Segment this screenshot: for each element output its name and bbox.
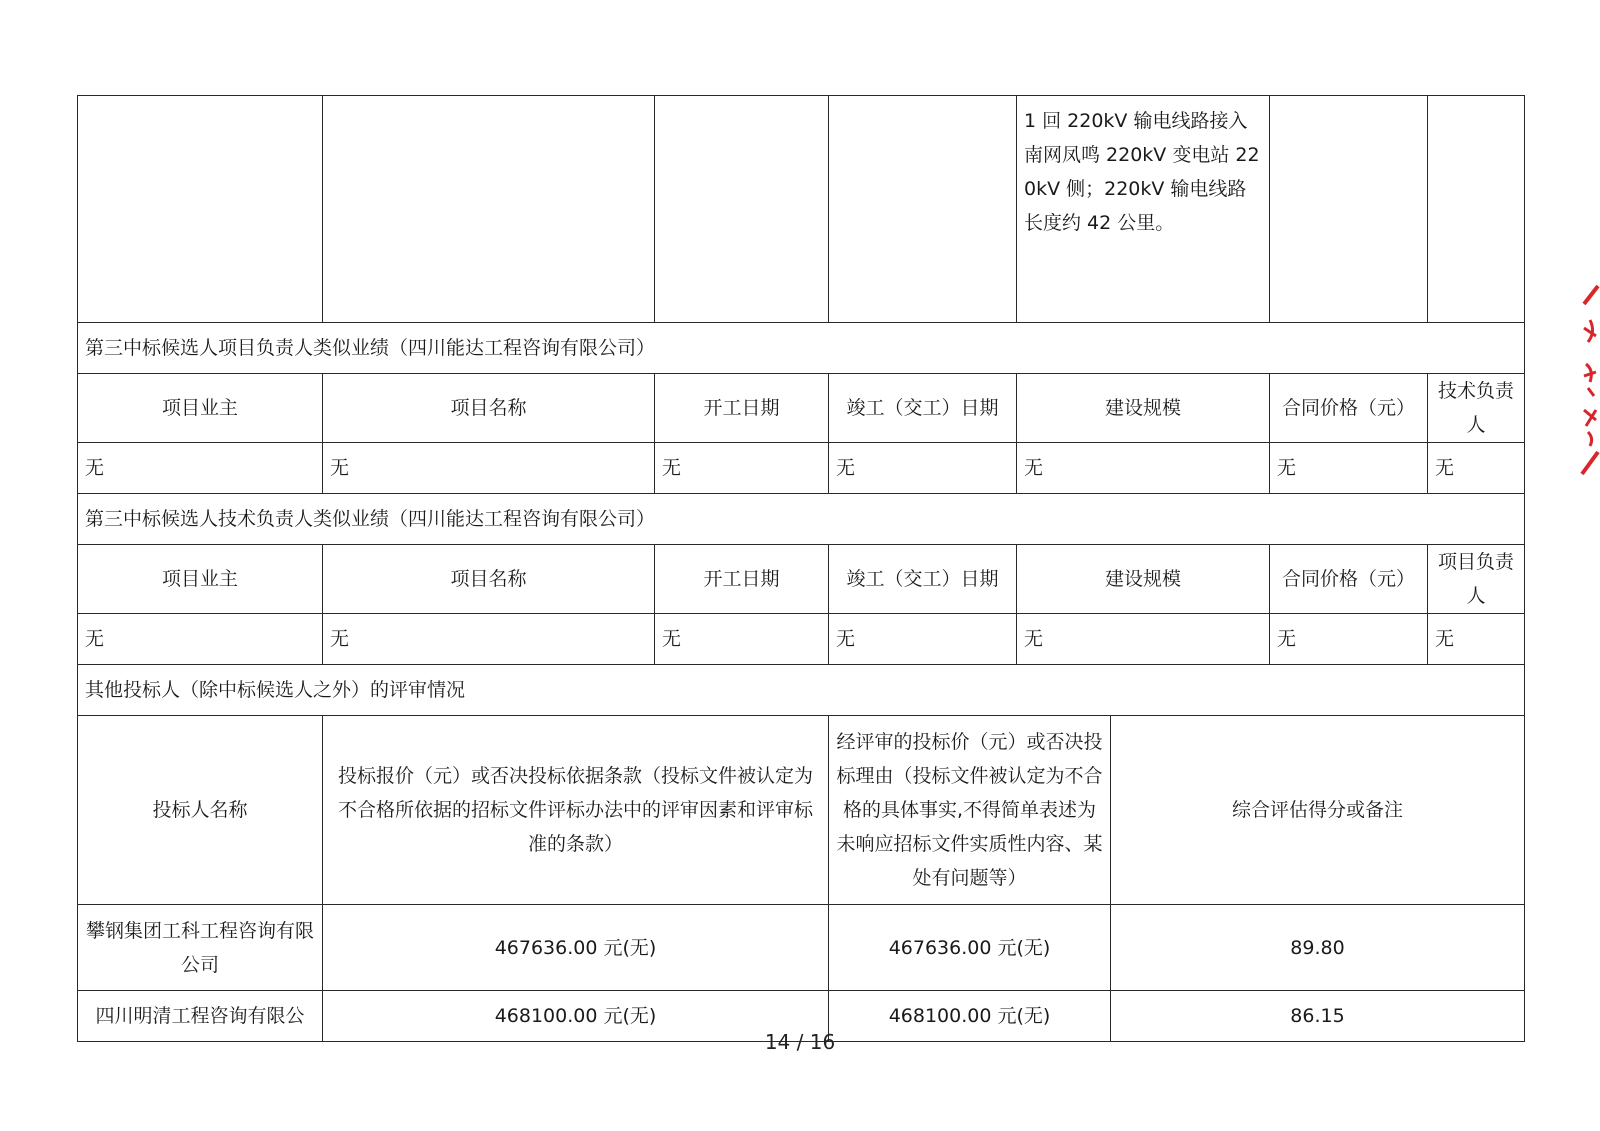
score: 89.80 (1111, 905, 1525, 991)
section-title-row (78, 494, 1525, 545)
header-evaluated-price: 经评审的投标价（元）或否决投标理由（投标文件被认定为不合格的具体事实,不得简单表述为未响应招标文件实质性内容、某处有问题等） (829, 716, 1111, 905)
data-cell: 无 (1428, 614, 1525, 665)
seal-stamp-icon (1570, 280, 1600, 480)
data-cell: 无 (655, 614, 829, 665)
section-title-pm: 第三中标候选人项目负责人类似业绩（四川能达工程咨询有限公司） (78, 323, 1525, 374)
table-row (78, 905, 1525, 991)
data-cell: 无 (323, 614, 655, 665)
evaluated-price: 467636.00 元(无) (829, 905, 1111, 991)
data-cell: 无 (655, 443, 829, 494)
header-cell: 项目业主 (78, 374, 323, 443)
continued-row (78, 96, 1525, 323)
data-cell: 无 (829, 614, 1017, 665)
bid-price: 467636.00 元(无) (323, 905, 829, 991)
header-cell: 竣工（交工）日期 (829, 545, 1017, 614)
bid-evaluation-table (77, 95, 1525, 1042)
table-row (78, 443, 1525, 494)
header-cell: 建设规模 (1017, 374, 1270, 443)
header-cell: 开工日期 (655, 545, 829, 614)
page-number: 14 / 16 (764, 1030, 836, 1054)
header-row (78, 716, 1525, 905)
data-cell: 无 (78, 443, 323, 494)
cell-empty (78, 96, 323, 323)
data-cell: 无 (829, 443, 1017, 494)
data-cell: 无 (1428, 443, 1525, 494)
data-cell: 无 (323, 443, 655, 494)
data-cell: 无 (1017, 614, 1270, 665)
header-cell: 合同价格（元） (1270, 374, 1428, 443)
header-bidder-name: 投标人名称 (78, 716, 323, 905)
section-title-tech: 第三中标候选人技术负责人类似业绩（四川能达工程咨询有限公司） (78, 494, 1525, 545)
data-cell: 无 (1017, 443, 1270, 494)
header-cell: 项目名称 (323, 545, 655, 614)
construction-scale-cell: 1 回 220kV 输电线路接入南网凤鸣 220kV 变电站 220kV 侧；220kV 输电线路长度约 42 公里。 (1017, 96, 1270, 323)
header-cell: 合同价格（元） (1270, 545, 1428, 614)
bidder-name: 攀钢集团工科工程咨询有限公司 (78, 905, 323, 991)
section-title-row (78, 665, 1525, 716)
header-score: 综合评估得分或备注 (1111, 716, 1525, 905)
section-title-row (78, 323, 1525, 374)
header-row (78, 545, 1525, 614)
bidder-name: 四川明清工程咨询有限公 (78, 991, 323, 1042)
cell-empty (1428, 96, 1525, 323)
header-cell: 项目业主 (78, 545, 323, 614)
header-cell: 项目名称 (323, 374, 655, 443)
cell-empty (655, 96, 829, 323)
data-cell: 无 (78, 614, 323, 665)
header-row (78, 374, 1525, 443)
header-cell: 竣工（交工）日期 (829, 374, 1017, 443)
section-title-others: 其他投标人（除中标候选人之外）的评审情况 (78, 665, 1525, 716)
score: 86.15 (1111, 991, 1525, 1042)
header-cell: 项目负责人 (1428, 545, 1525, 614)
header-cell: 建设规模 (1017, 545, 1270, 614)
table-row (78, 614, 1525, 665)
data-cell: 无 (1270, 443, 1428, 494)
bid-price: 468100.00 元(无) (323, 991, 829, 1042)
cell-empty (323, 96, 655, 323)
header-cell: 技术负责人 (1428, 374, 1525, 443)
data-cell: 无 (1270, 614, 1428, 665)
evaluated-price: 468100.00 元(无) (829, 991, 1111, 1042)
header-cell: 开工日期 (655, 374, 829, 443)
header-bid-price: 投标报价（元）或否决投标依据条款（投标文件被认定为不合格所依据的招标文件评标办法中的评审因素和评审标准的条款） (323, 716, 829, 905)
cell-empty (1270, 96, 1428, 323)
cell-empty (829, 96, 1017, 323)
